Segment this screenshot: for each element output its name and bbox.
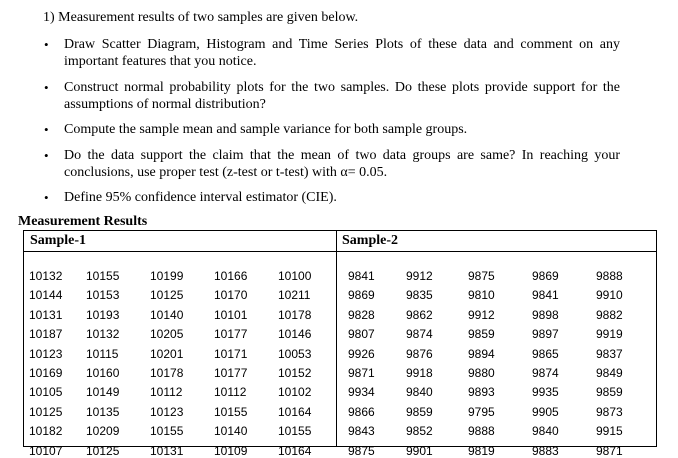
sample2-cell: 9828 [348,308,375,322]
sample2-cell: 9926 [348,347,375,361]
sample2-cell: 9918 [406,366,433,380]
results-title: Measurement Results [18,214,148,229]
sample1-cell: 10199 [150,269,184,283]
sample2-cell: 9880 [468,366,495,380]
bullet-text: Draw Scatter Diagram, Histogram and Time Series Plots of these data and comment on any important features that you notice. [64,37,620,69]
sample1-cell: 10211 [278,288,311,302]
sample2-cell: 9795 [468,405,495,419]
bullet-icon: • [44,148,49,163]
sample1-cell: 10132 [29,269,63,283]
sample2-cell: 9875 [468,269,495,283]
sample2-cell: 9869 [348,288,375,302]
sample2-cell: 9871 [348,366,375,380]
sample1-cell: 10105 [29,385,63,399]
sample1-cell: 10053 [278,347,312,361]
sample2-cell: 9882 [596,308,623,322]
sample2-cell: 9841 [348,269,375,283]
sample2-cell: 9819 [468,444,495,458]
sample2-cell: 9915 [596,424,623,438]
sample2-cell: 9876 [406,347,433,361]
sample2-cell: 9837 [596,347,623,361]
sample2-cell: 9897 [532,327,559,341]
sample2-cell: 9810 [468,288,495,302]
sample2-cell: 9875 [348,444,375,458]
sample1-cell: 10115 [86,347,119,361]
sample2-cell: 9865 [532,347,559,361]
sample1-cell: 10193 [86,308,120,322]
sample1-cell: 10155 [86,269,120,283]
header-divider [24,251,656,252]
bullet-icon: • [44,80,49,95]
column-divider [336,231,337,446]
sample2-cell: 9935 [532,385,559,399]
sample1-cell: 10125 [29,405,63,419]
bullet-text: Construct normal probability plots for the two samples. Do these plots provide support for the assumptions of normal distribution? [64,80,620,112]
sample1-cell: 10169 [29,366,63,380]
sample1-cell: 10182 [29,424,63,438]
sample1-cell: 10102 [278,385,312,399]
sample1-cell: 10125 [150,288,184,302]
sample2-cell: 9893 [468,385,495,399]
bullet-icon: • [44,122,49,137]
sample2-cell: 9912 [406,269,433,283]
sample1-cell: 10171 [214,347,248,361]
sample1-cell: 10166 [214,269,248,283]
sample1-cell: 10144 [29,288,63,302]
sample2-cell: 9866 [348,405,375,419]
sample1-cell: 10153 [86,288,120,302]
sample2-cell: 9894 [468,347,495,361]
sample2-cell: 9862 [406,308,433,322]
sample1-cell: 10205 [150,327,184,341]
sample1-cell: 10164 [278,444,312,458]
sample2-cell: 9883 [532,444,559,458]
sample2-cell: 9843 [348,424,375,438]
sample1-cell: 10155 [214,405,248,419]
sample1-cell: 10132 [86,327,120,341]
bullet-text: Compute the sample mean and sample variance for both sample groups. [64,122,468,137]
sample1-header: Sample-1 [30,233,86,248]
sample2-cell: 9910 [596,288,623,302]
sample2-cell: 9835 [406,288,433,302]
sample2-cell: 9859 [596,385,623,399]
sample1-cell: 10140 [150,308,184,322]
sample1-cell: 10155 [278,424,312,438]
sample1-cell: 10170 [214,288,248,302]
sample2-cell: 9919 [596,327,623,341]
sample1-cell: 10209 [86,424,120,438]
sample1-cell: 10155 [150,424,184,438]
sample1-cell: 10178 [278,308,312,322]
sample1-cell: 10177 [214,327,248,341]
sample1-cell: 10135 [86,405,120,419]
bullet-icon: • [44,190,49,205]
sample1-cell: 10149 [86,385,120,399]
sample1-cell: 10107 [29,444,63,458]
sample1-cell: 10178 [150,366,184,380]
sample2-cell: 9859 [406,405,433,419]
sample2-header: Sample-2 [342,233,398,248]
sample2-cell: 9912 [468,308,495,322]
bullet-text: Do the data support the claim that the mean of two data groups are same? In reaching your conclusions, use proper test (z-test or t-test) with α= 0.05. [64,148,620,180]
sample2-cell: 9841 [532,288,559,302]
sample1-cell: 10201 [150,347,184,361]
sample2-cell: 9871 [596,444,623,458]
sample1-cell: 10177 [214,366,248,380]
sample2-cell: 9840 [406,385,433,399]
sample1-cell: 10146 [278,327,312,341]
sample1-cell: 10140 [214,424,248,438]
sample2-cell: 9873 [596,405,623,419]
sample1-cell: 10112 [214,385,247,399]
sample2-cell: 9874 [532,366,559,380]
sample2-cell: 9934 [348,385,375,399]
sample2-cell: 9905 [532,405,559,419]
sample2-cell: 9874 [406,327,433,341]
bullet-text: Define 95% confidence interval estimator (CIE). [64,190,337,205]
sample1-cell: 10131 [29,308,63,322]
sample2-cell: 9901 [406,444,433,458]
sample1-cell: 10160 [86,366,120,380]
sample1-cell: 10164 [278,405,312,419]
sample2-cell: 9888 [468,424,495,438]
sample2-cell: 9859 [468,327,495,341]
sample2-cell: 9807 [348,327,375,341]
sample2-cell: 9840 [532,424,559,438]
sample2-cell: 9888 [596,269,623,283]
sample1-cell: 10125 [86,444,120,458]
question-title: 1) Measurement results of two samples are given below. [43,10,359,25]
bullet-icon: • [44,37,49,52]
sample1-cell: 10123 [29,347,63,361]
sample1-cell: 10131 [150,444,184,458]
sample1-cell: 10152 [278,366,312,380]
sample1-cell: 10187 [29,327,63,341]
sample2-cell: 9898 [532,308,559,322]
sample1-cell: 10100 [278,269,312,283]
sample2-cell: 9869 [532,269,559,283]
results-table [23,230,657,458]
sample2-cell: 9849 [596,366,623,380]
sample2-cell: 9852 [406,424,433,438]
sample1-cell: 10112 [150,385,183,399]
sample1-cell: 10123 [150,405,184,419]
sample1-cell: 10101 [214,308,248,322]
sample1-cell: 10109 [214,444,248,458]
